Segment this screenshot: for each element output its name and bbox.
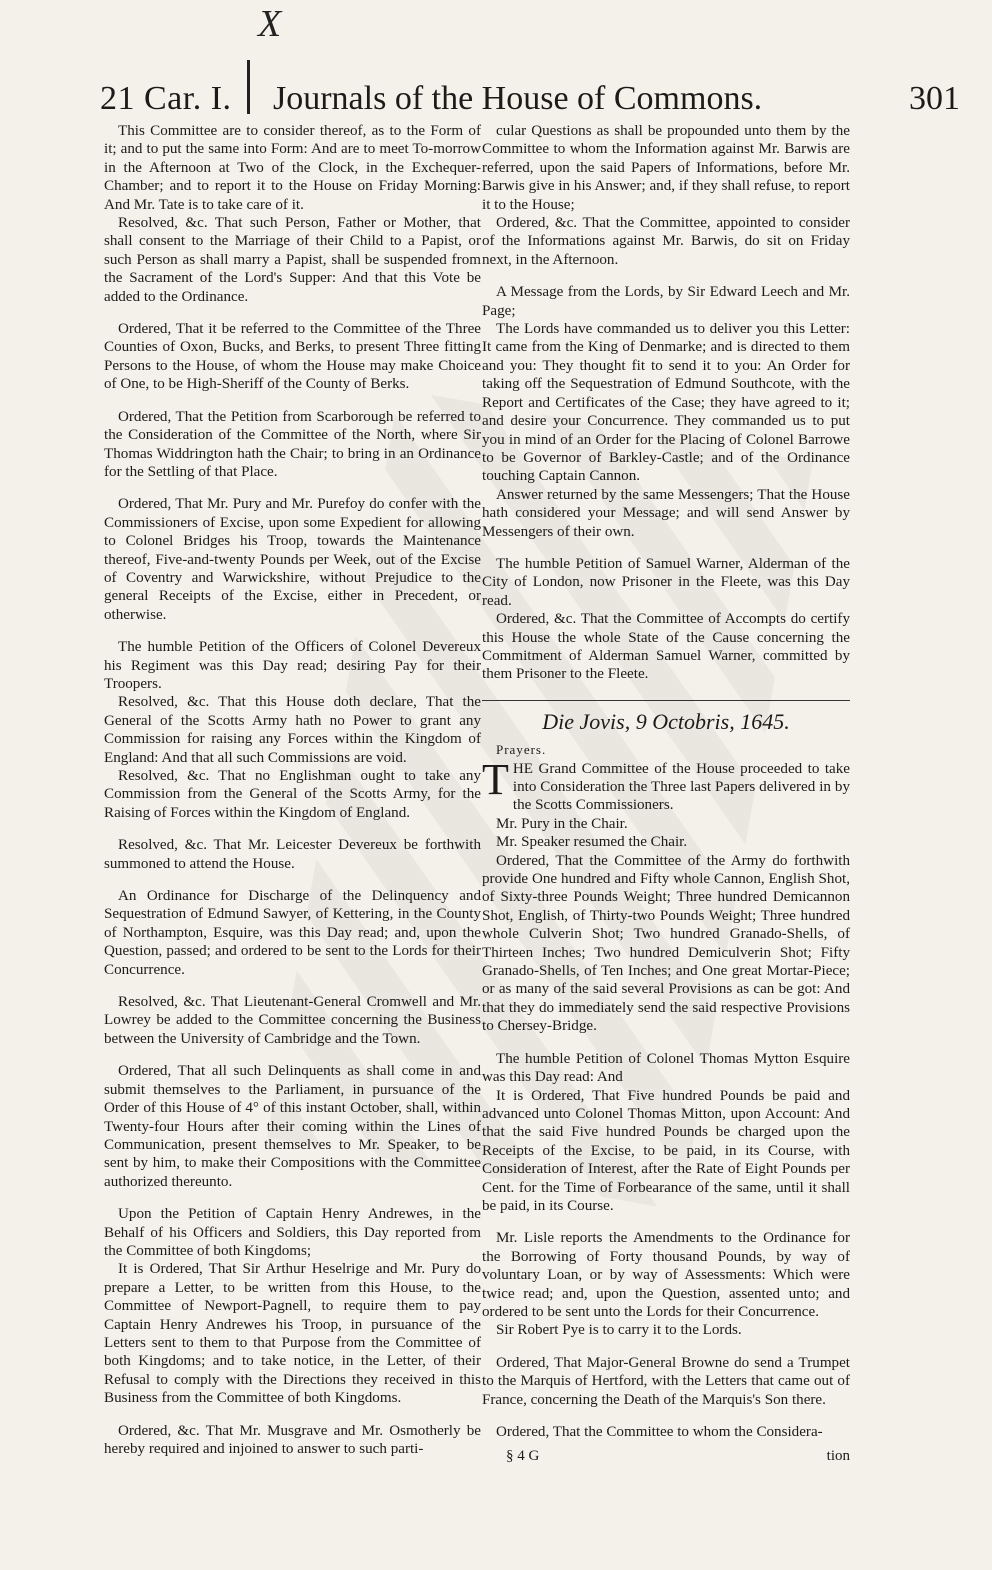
- entry: Mr. Speaker resumed the Chair.: [496, 834, 688, 851]
- drop-cap: T: [482, 754, 509, 804]
- catchword: tion: [826, 1448, 850, 1465]
- prayers-label: Prayers.: [496, 742, 547, 758]
- journal-title: Journals of the House of Commons.: [273, 80, 763, 117]
- entry: Ordered, &c. That Mr. Musgrave and Mr. Osmotherly be hereby required and injoined to answer to such parti-: [104, 1422, 481, 1457]
- entry: Resolved, &c. That such Person, Father or Mother, that shall consent to the Marriage of their Child to a Papist, or such Person as shall marry a Papist, shall be suspended from the Sacrament of the Lord's Supper: And that this Vote be added to the Ordinance.: [104, 215, 481, 305]
- entry: It is Ordered, That Five hundred Pounds be paid and advanced unto Colonel Thomas Mitton, upon Account: And that the said Five hundred Pounds be charged upon the Receipts of the Excise, to be paid, in its Course, with Consideration of Interest, after the Rate of Eight Pounds per Cent. for the Time of Forbearance of the same, until it shall be paid, in its Course.: [482, 1087, 850, 1214]
- entry: An Ordinance for Discharge of the Delinquency and Sequestration of Edmund Sawyer, of Kettering, in the County of Northampton, Esquire, was this Day read; and, upon the Question, passed; and ordered to be sent to the Lords for their Concurrence.: [104, 888, 481, 978]
- entry: It is Ordered, That Sir Arthur Heselrige and Mr. Pury do prepare a Letter, to be written from this House, to the Committee of Newport-Pagnell, to require them to pay Captain Henry Andrewes his Troop, in pursuance of the Letters sent to them to that Purpose from the Committee of both Kingdoms; and to take notice, in the Letter, of their Refusal to comply with the Directions they received in this Business from the Committee of both Kingdoms.: [104, 1261, 481, 1407]
- right-column: [482, 122, 850, 1466]
- entry: Resolved, &c. That Mr. Leicester Devereux be forthwith summoned to attend the House.: [104, 837, 481, 872]
- signature-mark: § 4 G: [506, 1448, 540, 1465]
- entry: The humble Petition of the Officers of Colonel Devereux his Regiment was this Day read; desiring Pay for their Troopers.: [104, 639, 481, 692]
- left-column: [104, 122, 481, 1458]
- page-footer: [482, 1447, 850, 1465]
- entry: Resolved, &c. That this House doth declare, That the General of the Scotts Army hath no Power to grant any Commission for raising any Forces within the Kingdom of England: And that all such Commissions are void.: [104, 694, 481, 766]
- entry: Ordered, That Major-General Browne do send a Trumpet to the Marquis of Hertford, with the Letters that came out of France, concerning the Death of the Marquis's Son there.: [482, 1354, 850, 1408]
- handwritten-x-mark: X: [258, 3, 282, 45]
- dropcap-paragraph: HE Grand Committee of the House proceeded to take into Consideration the Three last Papers delivered in by the Scotts Commissioners.: [512, 760, 850, 814]
- entry: Ordered, That it be referred to the Committee of the Three Counties of Oxon, Bucks, and Berks, to present Three fitting Persons to the House, of whom the House may make Choice of One, to be High-Sheriff of the County of Berks.: [104, 321, 481, 393]
- entry: Mr. Pury in the Chair.: [496, 815, 628, 832]
- entry: Resolved, &c. That Lieutenant-General Cromwell and Mr. Lowrey be added to the Committee concerning the Business between the University of Cambridge and the Town.: [104, 994, 481, 1047]
- entry: A Message from the Lords, by Sir Edward Leech and Mr. Page;: [482, 284, 850, 319]
- entry: Ordered, That the Committee to whom the Considera-: [496, 1424, 823, 1440]
- entry: The humble Petition of Colonel Thomas Mytton Esquire was this Day read: And: [482, 1050, 850, 1086]
- entry: Answer returned by the same Messengers; That the House hath considered your Message; and will send Answer by Messengers of their own.: [482, 486, 850, 540]
- entry: The humble Petition of Samuel Warner, Alderman of the City of London, now Prisoner in the Fleete, was this Day read.: [482, 555, 850, 609]
- regnal-year: 21 Car. I.: [100, 80, 232, 117]
- entry: This Committee are to consider thereof, as to the Form of it; and to put the same into Form: And are to meet To-morrow in the Afternoon at Two of the Clock, in the Exchequer-Chamber; and to report it to the House on Friday Morning: And Mr. Tate is to take care of it.: [104, 123, 481, 213]
- day-heading: Die Jovis, 9 Octobris, 1645.: [542, 708, 790, 734]
- entry: Mr. Lisle reports the Amendments to the Ordinance for the Borrowing of Forty thousand Pounds, by way of voluntary Loan, or by way of Assessments: Which were twice read; and, upon the Question, assented unto; and ordered to be sent unto the Lords for their Concurrence.: [482, 1230, 850, 1320]
- entry: Ordered, That the Committee of the Army do forthwith provide One hundred and Fifty whole Cannon, English Shot, of Sixty-three Pounds Weight; Three hundred Demicannon Shot, English, of Thirty-two Pounds Weight; Three hundred whole Culverin Shot; Two hundred Granado-Shells, of Thirteen Inches; Two hundred Demiculverin Shot; Fifty Granado-Shells, of Ten Inches; and One great Mortar-Piece; or as many of the said several Provisions as can be got: And that they do immediately send the said respective Provisions to Chersey-Bridge.: [482, 852, 850, 1035]
- entry: Upon the Petition of Captain Henry Andrewes, in the Behalf of his Officers and Soldiers, this Day reported from the Committee of both Kingdoms;: [104, 1206, 481, 1259]
- page-number: 301: [909, 80, 960, 117]
- entry: Resolved, &c. That no Englishman ought to take any Commission from the General of the Scotts Army, for the Raising of Forces within the Kingdom of England.: [104, 768, 481, 821]
- entry-with-dropcap: [482, 754, 850, 815]
- entry: The Lords have commanded us to deliver you this Letter: It came from the King of Denmarke; and is directed to them and you: They thought fit to send it to you: An Order for taking off the Sequestration of Edmund Southcote, with the Report and Certificates of the Case; they have agreed to it; and desire your Concurrence. They commanded us to put you in mind of an Order for the Placing of Colonel Barrowe to be Governor of Barkley-Castle; and of the Ordinance touching Captain Cannon.: [482, 321, 850, 485]
- entry: Ordered, That all such Delinquents as shall come in and submit themselves to the Parliament, in pursuance of the Order of this House of 4° of this instant October, shall, within Twenty-four Hours after their coming within the Lines of Communication, present themselves to Mr. Speaker, to be sent by him, to make their Compositions with the Committee authorized thereunto.: [104, 1063, 481, 1190]
- entry: Sir Robert Pye is to carry it to the Lords.: [496, 1322, 742, 1339]
- entry: Ordered, &c. That the Committee of Accompts do certify this House the whole State of the Cause concerning the Commitment of Alderman Samuel Warner, committed by them Prisoner to the Fleete.: [482, 611, 850, 683]
- entry: Ordered, &c. That the Committee, appointed to consider of the Informations against Mr. Barwis, do sit on Friday next, in the Afternoon.: [482, 215, 850, 268]
- section-rule: [482, 700, 850, 701]
- entry: cular Questions as shall be propounded unto them by the Committee to whom the Information against Mr. Barwis are referred, upon the said Papers of Informations, before Mr. Barwis give in his Answer; and, if they shall refuse, to report it to the House;: [482, 123, 850, 213]
- entry: Ordered, That Mr. Pury and Mr. Purefoy do confer with the Commissioners of Excise, upon some Expedient for allowing to Colonel Bridges his Troop, towards the Maintenance thereof, Five-and-twenty Pounds per Week, out of the Excise of Coventry and Warwickshire, without Prejudice to the general Receipts of the Excise, either in Precedent, or otherwise.: [104, 496, 481, 623]
- entry: Ordered, That the Petition from Scarborough be referred to the Consideration of the Committee of the North, where Sir Thomas Widdrington hath the Chair; to bring in an Ordinance for the Settling of that Place.: [104, 408, 481, 480]
